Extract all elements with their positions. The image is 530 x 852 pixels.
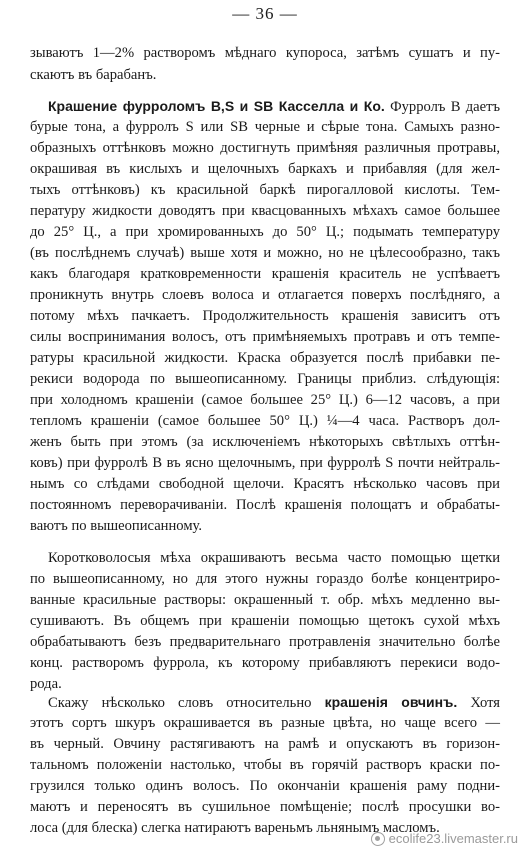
text-line: пературу жидкости доводятъ при квасцованныхъ мѣхахъ самое большее: [30, 203, 500, 219]
text-line: рода.: [30, 676, 62, 692]
text-line: зываютъ 1—2% растворомъ мѣднаго купороса, затѣмъ сушатъ и пу-: [30, 45, 500, 61]
page-number: — 36 —: [232, 4, 298, 23]
text-line: женъ быть при этомъ (за исключеніемъ нѣкоторыхъ свѣтлыхъ оттѣн-: [30, 434, 500, 450]
text-line: этотъ сортъ шкуръ окрашивается въ разные цвѣта, но чаще всего —: [30, 715, 500, 731]
text-line: тыхъ оттѣнковъ) къ красильной баркѣ пирогалловой кислоты. Тем-: [30, 182, 500, 198]
text-line: маютъ и переносятъ въ сушильное помѣщеніе; послѣ просушки во-: [30, 799, 500, 815]
text-line: постоянномъ переворачиваніи. Послѣ крашенія полощатъ и обрабаты-: [30, 497, 500, 513]
text-line: [48, 96, 500, 117]
text-run: Скажу нѣсколько словъ относительно: [48, 695, 325, 711]
text-line: по вышеописанному, но для этого нужны гораздо болѣе концентриро-: [30, 571, 500, 587]
text-line: нымъ со слѣдами свободной щелочи. Красятъ нѣсколько часовъ при: [30, 476, 500, 492]
text-run: Хотя: [457, 695, 500, 711]
livemaster-logo-icon: [371, 832, 385, 846]
heading-line-rest: Фурролъ B даетъ: [384, 99, 500, 115]
text-line: ванные красильные растворы: окрашенный т. обр. мѣхъ медленно вы-: [30, 592, 500, 608]
text-line: потому мѣхъ пачкаетъ. Продолжительность крашенія зависитъ отъ: [30, 308, 500, 324]
text-line: тальномъ положеніи настолько, чтобы въ горячій растворъ краски по-: [30, 757, 500, 773]
text-line: силы воспринимания волосъ, отъ примѣняемыхъ протравъ и отъ темпе-: [30, 329, 500, 345]
text-line: [48, 692, 500, 713]
watermark-text: ecolife23.livemaster.ru: [388, 831, 518, 846]
text-line: обрабатываютъ безъ предварительнаго протравленія значительно болѣе: [30, 634, 500, 650]
text-line: ратуры красильной жидкости. Краска образуется послѣ прибавки пе-: [30, 350, 500, 366]
text-line: образныхъ оттѣнковъ можно достигнуть примѣняя различныя протравы,: [30, 140, 500, 156]
text-line: какъ благодаря кратковременности крашенія краситель не успѣваетъ: [30, 266, 500, 282]
text-line: конц. растворомъ фуррола, къ которому прибавляютъ перекиси водо-: [30, 655, 500, 671]
watermark: [371, 831, 518, 846]
text-line: окрашивая въ кислыхъ и щелочныхъ баркахъ и прибавляя (для жел-: [30, 161, 500, 177]
text-line: до 25° Ц., а при хромированныхъ до 50° Ц.; подымать температуру: [30, 224, 500, 240]
text-line: грузился только одинъ волосъ. По окончаніи крашенія раму подни-: [30, 778, 500, 794]
text-line: ваютъ по вышеописанному.: [30, 518, 203, 534]
text-line: при холодномъ крашеніи (самое большее 25° Ц.) 6—12 часовъ, а при: [30, 392, 500, 408]
text-line: скаютъ въ барабанъ.: [30, 67, 157, 83]
text-line: проникнуть внутрь слоевъ волоса и отлагается поверхъ послѣдняго, а: [30, 287, 500, 303]
text-line: Коротковолосыя мѣха окрашиваютъ весьма часто помощью щетки: [48, 550, 500, 566]
text-line: въ черный. Овчину растягиваютъ на рамѣ и опускаютъ въ горизон-: [30, 736, 500, 752]
section-heading: Крашение фурроломъ B,S и SB Касселла и Ко.: [48, 98, 385, 114]
text-line: (въ послѣднемъ случаѣ) выше хотя и можно, но не цѣлесообразно, такъ: [30, 245, 500, 261]
text-line: лоса (для блеска) слегка натираютъ вареньмъ льнянымъ масломъ.: [30, 820, 440, 836]
text-line: рекиси водорода по вышеописанному. Границы приблиз. слѣдующія:: [30, 371, 500, 387]
text-line: тепломъ крашеніи (самое большее 50° Ц.) ¼—4 часа. Растворъ дол-: [30, 413, 500, 429]
text-line: ковъ) при фурролѣ B въ ясно щелочнымъ, при фурролѣ S почти нейтраль-: [30, 455, 500, 471]
text-line: сушиваютъ. Въ общемъ при крашеніи помощью щетокъ сухой мѣхъ: [30, 613, 500, 629]
bold-phrase: крашенія овчинъ.: [324, 694, 458, 710]
text-line: бурые тона, а фурролъ S или SB черные и сѣрые тона. Самыхъ разно-: [30, 119, 500, 135]
